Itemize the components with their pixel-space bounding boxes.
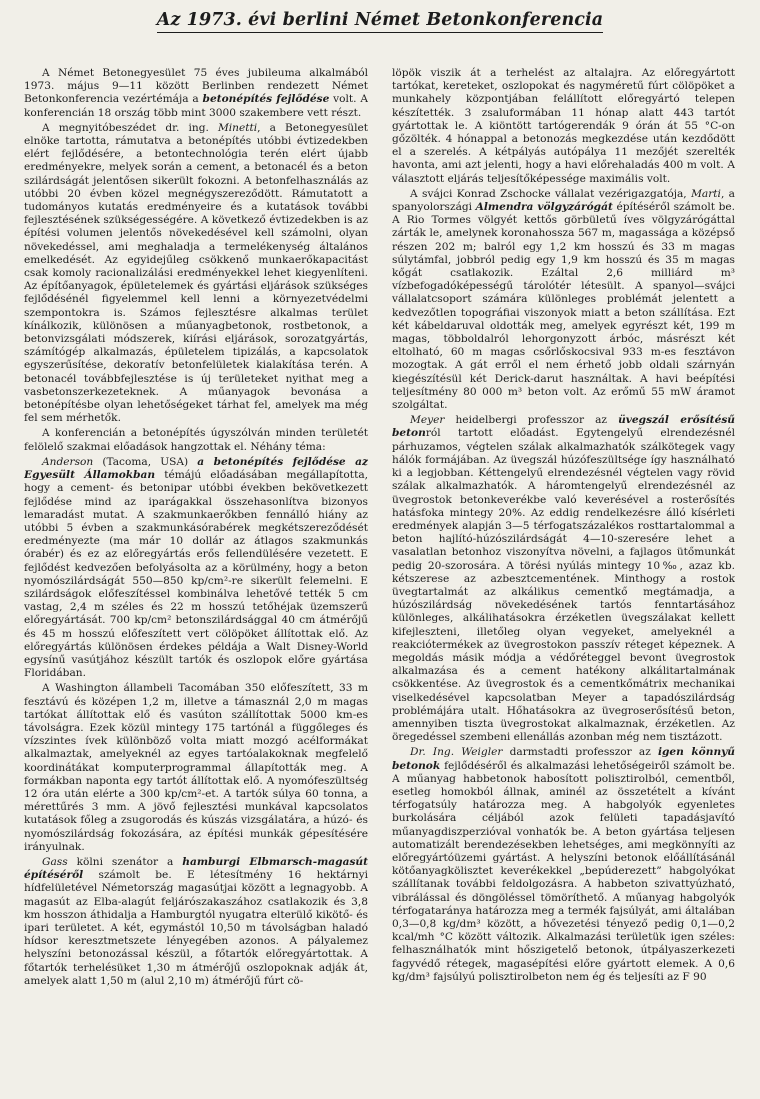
- paragraph: [392, 746, 735, 984]
- text-run: A megnyitóbeszédet dr. ing.: [42, 121, 218, 134]
- article-title: Az 1973. évi berlini Német Betonkonferencia: [157, 10, 603, 33]
- left-column: [24, 67, 368, 1097]
- text-run: A konferencián a betonépítés úgyszólván minden területét felölelő szakmai előadások hangzottak el. Néhány téma:: [24, 427, 368, 453]
- paragraph: [24, 122, 368, 426]
- text-run: ról tartott előadást. Egytengelyű elrendezésnél párhuzamos, végtelen szálak alkalmazhatók szálkötegek vagy hálók formájában. Az üvegszál húzófeszültsége így használható ki a legjobban. Kéttengelyű elrendezésnél végtelen vagy rövid szálak alkalmazhatók. A háromtengelyű elrendezésnél az üvegrostok betonkeverékbe való keverésével a rosterősítés hatásfoka mintegy 20%. Az eddig rendelkezésre álló kísérleti eredmények alapján 3—5 térfogatszázalékos rosttartalommal a beton hajlító-húzószilárdságát 4—10-szeresére lehet a vasalatlan betonhoz viszonyítva növelni, a fajlagos ütőmunkát pedig 20-szorosára. A törési nyúlás mintegy 10‰, azaz kb. kétszerese az azbesztcementének. Minthogy a rostok üvegtartalmát az alkálikus cementkő megtámadja, a húzószilárdság növekedésének tartós fenntartásához különleges, alkálihatásokra érzéketlen üvegszálakat kellett kifejleszteni, illetőleg olyan vegyeket, amelyeknél a reakciótermékek az üvegrostokon passzív réteget képeznek. A megoldás másik módja a védőréteggel bevont üvegrostok alkalmazása és a cement hatékony alkálitartalmának csökkentése. Az üvegrostok és a cementkőmátrix mechanikai viselkedésével kapcsolatban Meyer a tapadószilárdság problémájára utalt. Hőhatásokra az üvegroserősítésű beton, amennyiben tiszta üvegrostokat alkalmaznak, érzéketlen. Az öregedéssel szembeni ellenállás azonban még nem tisztázott.: [392, 427, 735, 744]
- text-run: darmstadti professzor az: [502, 746, 658, 759]
- paragraph: [24, 456, 368, 680]
- emphasized-text: üvegszál erősítésű beton: [392, 414, 735, 440]
- paragraph: [24, 427, 368, 453]
- text-run: (Tacoma, USA): [93, 455, 198, 468]
- emphasized-text: Anderson: [42, 455, 94, 468]
- text-run: témájú előadásában megállapította, hogy a cement- és betonipar utóbbi években bekövetkezett fejlődése mind az iparágakkal összehasonlítva bizonyos lemaradást mutat. A szakmunkaerőkben fennálló hiány az utóbbi 5 évben a szakmunkásórabérek megkétszereződését eredményezte (ma már 10 dollár az átlagos szakmunkás órabér) és ez az előregyártás erős fellendülésére vezetett. E fejlődést kedvezően befolyásolta az a körülmény, hogy a beton nyomószilárdságát 550—850 kp/cm²-re sikerült felemelni. E szilárdságok előfeszítéssel kombinálva lehetővé tették 5 cm vastag, 2,4 m széles és 22 m hosszú tetőhéjak üzemszerű előregyártását. 700 kp/cm² betonszilárdsággal 40 cm átmérőjű és 45 m hosszú előfeszített vert cölöpöket állítottak elő. Az előregyártás különösen érdekes példája a Walt Disney-World egysínű vasútjához készült tartók és oszlopok előre gyártása Floridában.: [24, 469, 368, 680]
- text-run: A Washington állambeli Tacomában 350 előfeszített, 33 m fesztávú és középen 1,2 m, illetve a támasznál 2,0 m magas tartókat állítottak elő és vasúton szállítottak 5000 km-es távolságra. Ezek közül mintegy 175 tartónál a függőleges és vízszintes ívek különböző volta miatt mozgó acélformákat alkalmaztak, amelyeknél az egyes tartóalakoknak megfelelő koordinátákat komputerprogrammal állapították meg. A formákban naponta egy tartót állítottak elő. A nyomófeszültség 12 óra után elérte a 300 kp/cm²-et. A tartók súlya 60 tonna, a mérettűrés 3 mm. A jövő fejlesztési munkával kapcsolatos kutatások főleg a zsugorodás és kúszás vizsgálatára, a húzó- és nyomószilárdság fokozására, az építési munkák gépesítésére irányulnak.: [24, 682, 368, 853]
- paragraph: [24, 67, 368, 120]
- text-run: A svájci Konrad Zschocke vállalat vezérigazgatója,: [410, 187, 692, 200]
- emphasized-text: a betonépítés fejlődése az Egyesült Államokban: [24, 455, 368, 482]
- emphasized-text: Dr. Ing. Weigler: [410, 746, 503, 759]
- emphasized-text: betonépítés fejlődése: [202, 93, 330, 106]
- text-run: fejlődéséről és alkalmazási lehetőségeiről számolt be. A műanyag habbetonok habosított polisztirolból, cementből, esetleg homokból állnak, aminél az összetételt a kívánt térfogatsúly határozza meg. A habgolyók egyenletes burkolására céljából azok felületi tapadásjavító műanyagdiszperzióval vonhatók be. A beton gyártása teljesen automatizált berendezésekben lehetséges, ami megkönnyíti az előregyártóüzemi gyártást. A helyszíni betonok előállításánál kötőanyagkölisztet keverékekkel „bepúderezett” habgolyókat szállítanak további feldolgozásra. A habbeton szivattyúzható, vibrálással és döngöléssel tömöríthető. A műanyag habgolyók térfogataránya határozza meg a termék fajsúlyát, ami általában 0,3—0,8 kg/dm³ között, a hővezetési tényező pedig 0,1—0,2 kcal/mh °C között változik. Alkalmazási területük igen széles: felhasználhatók mint hőszigetelő betonok, útpályaszerkezeti fagyvédő rétegek, magasépítési előre gyártott elemek. A 0,6 kg/dm³ fajsúlyú polisztirolbeton nem ég és teljesíti az F 90: [392, 759, 735, 983]
- text-run: A Német Betonegyesület 75 éves jubileuma alkalmából 1973. május 9—11 között Berlinben rendezett Német Betonkonferencia vezértémája a: [24, 67, 368, 106]
- paragraph: [24, 856, 368, 988]
- text-run: építéséről számolt be. A Rio Tormes völgyét kettős görbületű íves völgyzárógáttal zárták le, amelynek koronahossza 567 m, magassága a középső részen 202 m; balról egy 1,2 km hosszú és 33 m magas súlytámfal, jobbról pedig egy 1,9 km hosszú és 35 m magas kőgát csatlakozik. Ezáltal 2,6 milliárd m³ vízbefogadóképességű tárolótér létesült. A spanyol—svájci vállalatcsoport számára különleges problémát jelentett a kedvezőtlen topográfiai viszonyok miatt a beton szállítása. Ezt két kábeldaruval oldották meg, amelyek egyrészt két, 199 m magas, többoldalról lehorgonyzott árbóc, másrészt két eltolható, 60 m magas csőrlőskocsival 933 m-es fesztávon mozogtak. A gát erről el nem érhető jobb oldali szárnyán kiegészítésül két Derick-darut használtak. A havi beépítési teljesítmény 80 000 m³ beton volt. Az erőmű 55 mW áramot szolgáltat.: [392, 201, 735, 412]
- emphasized-text: Marti: [691, 187, 721, 200]
- text-run: löpök viszik át a terhelést az altalajra. Az előregyártott tartókat, kereteket, oszlopokat és nagyméretű fúrt cölöpöket a munkahely központjában felállított előregyártó telepen készítették. 3 zsaluformában 11 hónap alatt 443 tartót gyártottak le. A kiöntött tartógerendák 9 órán át 55 °C-on gőzölték. 4 hónappal a betonozás megkezdése után kezdődött el a szerelés. A kétpályás autópálya 11 mezőjét szerelték havonta, ami azt jelenti, hogy a havi előrehaladás 400 m volt. A választott eljárás teljesítőképessége maximális volt.: [392, 67, 735, 185]
- text-run: számolt be. E létesítmény 16 hektárnyi hídfelületével Németország magasútjai között a legnagyobb. A magasút az Elba-alagút feljárószakaszához csatlakozik és 3,8 km hosszon áthidalja a Hamburgtól nyugatra elterülő kikötő- és ipari területet. A két, egymástól 10,50 m távolságban haladó hídsor keresztmetszete lényegében azonos. A pályalemez helyszíni betonozással készül, a főtartók előregyártottak. A főtartók terhelésüket 1,30 m átmérőjű oszlopoknak adják át, amelyek alatt 1,50 m (alul 2,10 m) átmérőjű fúrt cö-: [24, 869, 368, 987]
- paragraph: [24, 682, 368, 854]
- emphasized-text: Meyer: [410, 414, 445, 427]
- text-run: , a Betonegyesület elnöke tartotta, rámutatva a betonépítés utóbbi évtizedekben elért fejlődésére, a betontechnológia terén elért újabb eredményekre, melyek során a cement, a betonacél és a beton szilárdságát jelentősen sikerült fokozni. A betonfelhasználás az utóbbi 20 évben közel megnégyszereződött. Rámutatott a tudományos kutatás eredményeire és a kutatások további fejlesztésének szükségességére. A következő évtizedekben is az építési volumen jelentős növekedésével kell számolni, olyan növekedéssel, ami meghaladja a termelékenység általános emelkedését. Az egyidejűleg csökkenő munkaerőkapacitást csak komoly racionalizálási eredményekkel lehet kiegyenlíteni. Az építőanyagok, épületelemek és gyártási eljárások szükséges fejlődésénél figyelemmel kell lenni a környezetvédelmi szempontokra is. Számos fejlesztésre alkalmas terület kínálkozik, különösen a műanyagbetonok, rostbetonok, a betonvizsgálati módszerek, kiírási eljárások, sorozatgyártás, számítógép alkalmazás, épületelem tipizálás, a kapcsolatok egyszerűsítése, dekoratív betonfelületek kialakítása terén. A betonacél továbbfejlesztése is új területeket nyithat meg a vasbetonszerkezeteknek. A műanyagok bevonása a betonépítésbe olyan lehetőségeket tárhat fel, amelyek ma még fel sem mérhetők.: [24, 121, 368, 425]
- title-wrap: [0, 10, 760, 33]
- emphasized-text: Almendra völgyzárógát: [475, 201, 613, 214]
- emphasized-text: Gass: [42, 855, 68, 868]
- text-run: volt. A konferencián 18 ország több mint 3000 szakembere vett részt.: [24, 93, 368, 119]
- paragraph: [392, 414, 735, 744]
- text-run: kölni szenátor a: [67, 855, 183, 868]
- text-run: , a spanyolországi: [392, 187, 735, 214]
- emphasized-text: hamburgi Elbmarsch-magasút építéséről: [24, 855, 368, 882]
- right-column: [392, 67, 735, 1097]
- text-run: heidelbergi professzor az: [444, 414, 619, 427]
- paragraph: [392, 67, 735, 186]
- emphasized-text: Minetti: [217, 121, 258, 134]
- paragraph: [392, 188, 735, 412]
- emphasized-text: igen könnyű betonok: [392, 746, 735, 772]
